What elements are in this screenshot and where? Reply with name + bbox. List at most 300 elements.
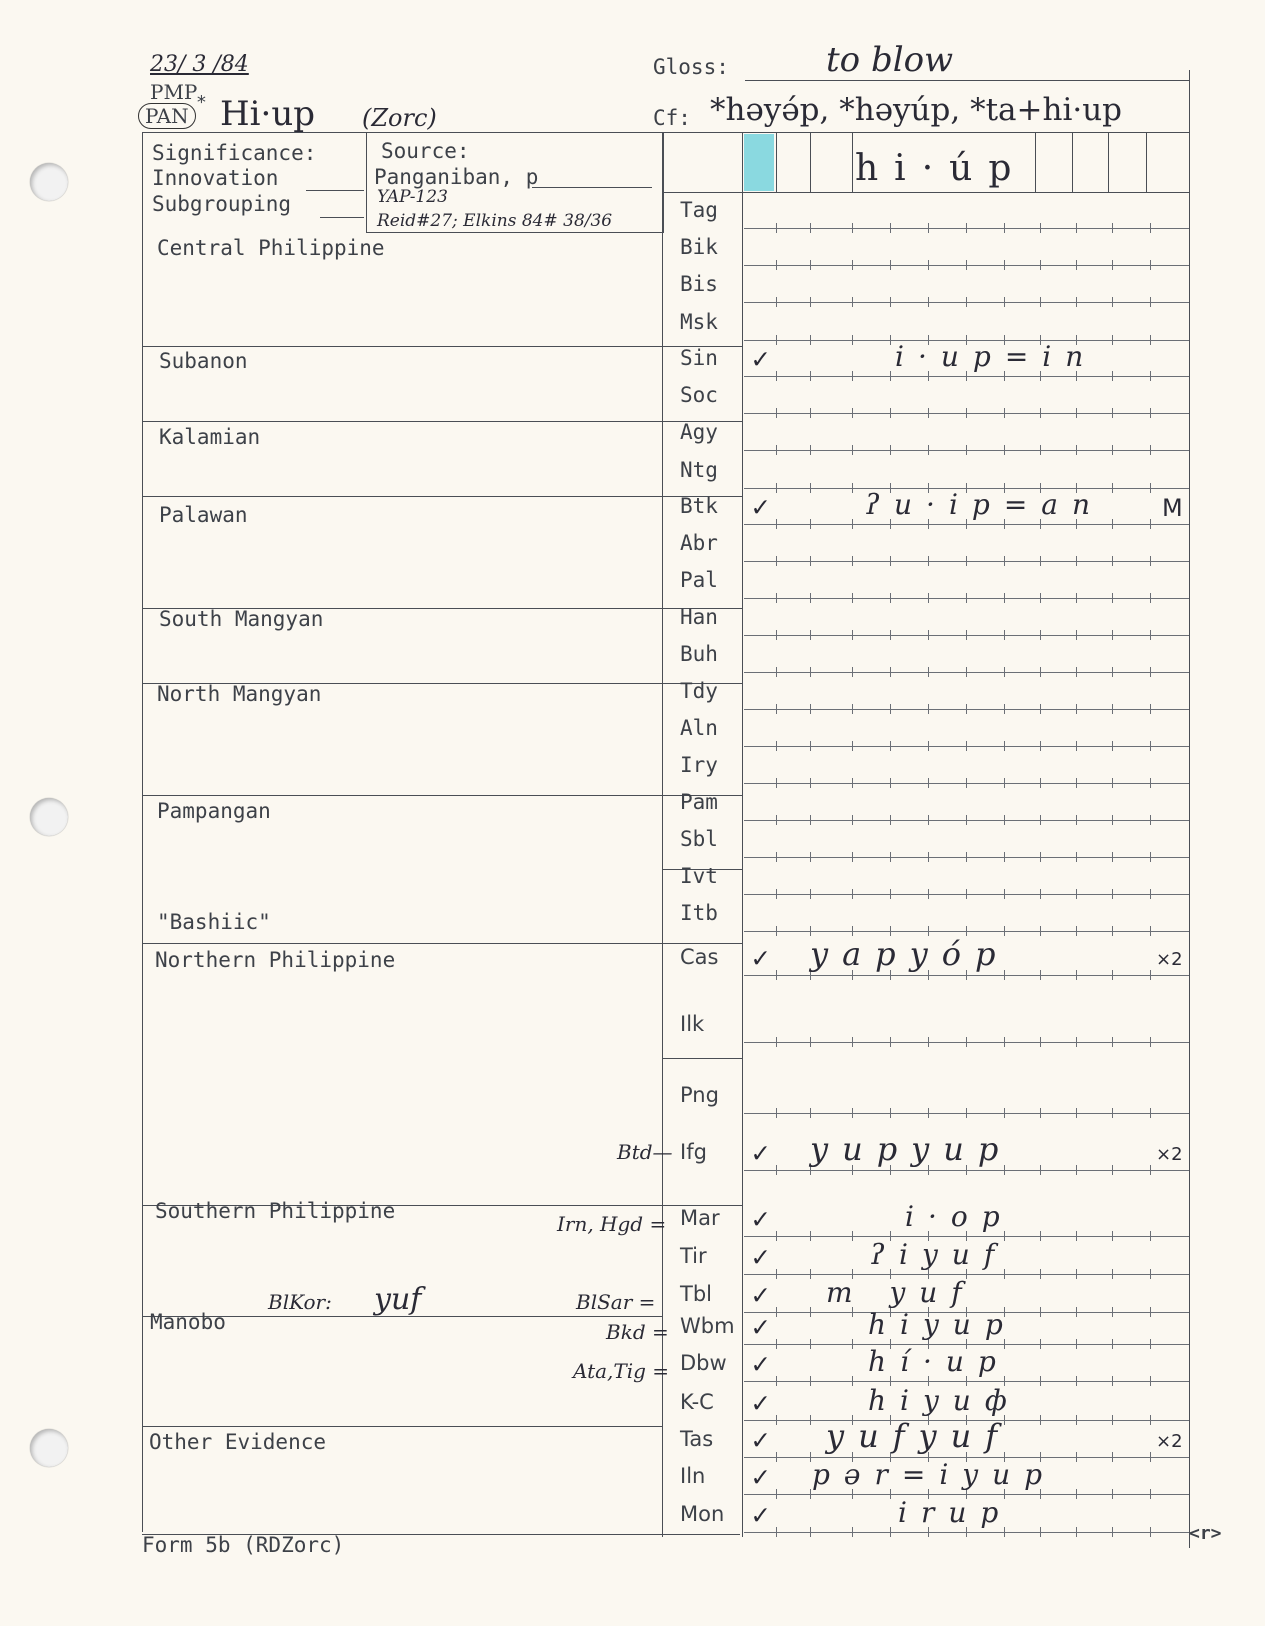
pan-label: PAN xyxy=(138,103,196,129)
group-central-philippine: Central Philippine xyxy=(157,236,385,260)
reconstruction: Hi·up xyxy=(220,94,315,134)
grid-tick xyxy=(1004,741,1005,751)
grid-tick xyxy=(928,297,929,307)
root-grid-1 xyxy=(776,132,777,192)
check-mark: ✓ xyxy=(752,490,769,523)
grid-tick xyxy=(966,667,967,677)
grid-tick xyxy=(776,815,777,825)
sep-northern xyxy=(142,943,662,944)
grid-tick xyxy=(928,445,929,455)
grid-tick xyxy=(776,371,777,381)
grid-tick xyxy=(928,704,929,714)
grid-tick xyxy=(890,852,891,862)
note-blsar: BlSar = xyxy=(576,1290,656,1314)
grid-tick xyxy=(1150,1527,1151,1537)
grid-tick xyxy=(966,1108,967,1118)
grid-tick xyxy=(1040,1527,1041,1537)
grid-tick xyxy=(1040,926,1041,936)
check-mark: ✓ xyxy=(752,1347,769,1380)
grid-tick xyxy=(852,593,853,603)
cf-label: Cf: xyxy=(653,106,691,130)
grid-tick xyxy=(928,556,929,566)
subgrouping-label: Subgrouping xyxy=(152,192,292,216)
source-line xyxy=(532,187,652,188)
language-code: Tir xyxy=(680,1244,707,1268)
check-mark: ✓ xyxy=(752,1386,769,1419)
grid-tick xyxy=(1004,445,1005,455)
grid-tick xyxy=(852,1376,853,1386)
group-south-mangyan: South Mangyan xyxy=(159,607,324,631)
root-grid-6 xyxy=(1108,132,1109,192)
grid-tick xyxy=(1004,889,1005,899)
note-bkd: Bkd = xyxy=(606,1320,669,1344)
grid-tick xyxy=(1076,1489,1077,1499)
root-grid-4 xyxy=(1035,132,1036,192)
grid-tick xyxy=(1112,297,1113,307)
grid-tick xyxy=(776,260,777,270)
language-code: Cas xyxy=(680,945,719,969)
grid-tick xyxy=(810,1307,811,1317)
grid-tick xyxy=(1076,593,1077,603)
grid-tick xyxy=(1150,335,1151,345)
grid-tick xyxy=(852,852,853,862)
grid-tick xyxy=(1076,970,1077,980)
source-label: Source: xyxy=(381,139,470,163)
grid-tick xyxy=(1150,483,1151,493)
language-form: yapyóp xyxy=(810,935,1010,973)
grid-tick xyxy=(852,704,853,714)
grid-tick xyxy=(810,741,811,751)
language-code: Png xyxy=(680,1083,719,1107)
grid-tick xyxy=(1112,889,1113,899)
grid-tick xyxy=(1004,815,1005,825)
grid-tick xyxy=(776,223,777,233)
grid-tick xyxy=(966,445,967,455)
grid-tick xyxy=(1076,704,1077,714)
language-code: Msk xyxy=(680,310,718,334)
grid-tick xyxy=(776,1269,777,1279)
binder-hole-bottom xyxy=(30,1429,68,1467)
frame-right xyxy=(1189,70,1190,1548)
grid-tick xyxy=(1150,1231,1151,1241)
grid-tick xyxy=(1076,408,1077,418)
grid-tick xyxy=(810,778,811,788)
grid-tick xyxy=(928,1037,929,1047)
grid-tick xyxy=(966,223,967,233)
grid-tick xyxy=(852,556,853,566)
note-btd: Btd— xyxy=(617,1140,673,1164)
check-mark: ✓ xyxy=(752,1136,769,1169)
grid-tick xyxy=(1076,1108,1077,1118)
language-code: Ivt xyxy=(680,864,718,888)
grid-tick xyxy=(1112,926,1113,936)
grid-tick xyxy=(928,667,929,677)
grid-tick xyxy=(852,445,853,455)
grid-tick xyxy=(1040,556,1041,566)
grid-tick xyxy=(928,408,929,418)
language-code: Dbw xyxy=(680,1351,727,1375)
grid-tick xyxy=(776,556,777,566)
root-grid-5 xyxy=(1072,132,1073,192)
language-code: Pal xyxy=(680,568,718,592)
group-northern-philippine: Northern Philippine xyxy=(155,948,396,972)
grid-tick xyxy=(776,483,777,493)
group-kalamian: Kalamian xyxy=(159,425,261,449)
grid-tick xyxy=(852,297,853,307)
grid-tick xyxy=(776,889,777,899)
grid-tick xyxy=(1150,1339,1151,1349)
frame-left xyxy=(142,232,143,1532)
root-grid-7 xyxy=(1146,132,1147,192)
binder-hole-top xyxy=(30,163,68,201)
grid-tick xyxy=(810,556,811,566)
r-mark: <r> xyxy=(1189,1523,1222,1544)
language-form: pər=iyup xyxy=(812,1458,1057,1491)
grid-tick xyxy=(810,1231,811,1241)
gloss-value: to blow xyxy=(826,40,954,80)
grid-tick xyxy=(1112,667,1113,677)
group-manobo: Manobo xyxy=(150,1310,226,1334)
grid-tick xyxy=(1040,593,1041,603)
note-blkor-form: yuf xyxy=(374,1282,422,1317)
grid-tick xyxy=(810,593,811,603)
language-form: m yuf xyxy=(826,1276,976,1309)
sep-palawan xyxy=(142,496,662,497)
grid-tick xyxy=(1076,223,1077,233)
grid-tick xyxy=(776,593,777,603)
grid-tick xyxy=(852,1527,853,1537)
grid-tick xyxy=(852,371,853,381)
grid-tick xyxy=(1076,445,1077,455)
language-code: Wbm xyxy=(680,1314,735,1338)
grid-tick xyxy=(852,778,853,788)
grid-tick xyxy=(928,815,929,825)
grid-tick xyxy=(776,1165,777,1175)
grid-tick xyxy=(1150,1165,1151,1175)
grid-tick xyxy=(1150,1376,1151,1386)
sep-other xyxy=(142,1426,662,1427)
grid-tick xyxy=(1076,1376,1077,1386)
grid-tick xyxy=(1004,408,1005,418)
language-code: Iry xyxy=(680,753,718,777)
significance-label: Significance: xyxy=(152,141,317,165)
grid-tick xyxy=(810,1415,811,1425)
grid-tick xyxy=(1112,1307,1113,1317)
grid-tick xyxy=(1040,408,1041,418)
pmp-label: PMP xyxy=(150,80,198,104)
grid-tick xyxy=(1150,223,1151,233)
grid-tick xyxy=(890,297,891,307)
grid-tick xyxy=(810,519,811,529)
grid-tick xyxy=(776,1108,777,1118)
frame-header-bottom xyxy=(662,192,1190,193)
group-pampangan: Pampangan xyxy=(157,799,271,823)
grid-tick xyxy=(1112,1165,1113,1175)
source-refs: Reid#27; Elkins 84# 38/36 xyxy=(377,211,613,231)
grid-tick xyxy=(776,297,777,307)
grid-tick xyxy=(776,630,777,640)
form-label: Form 5b (RDZorc) xyxy=(142,1533,345,1557)
grid-tick xyxy=(1150,741,1151,751)
language-note: M xyxy=(1162,494,1183,522)
language-form: ʔu·ip=an xyxy=(865,488,1105,521)
grid-tick xyxy=(810,667,811,677)
grid-tick xyxy=(1004,778,1005,788)
grid-tick xyxy=(966,704,967,714)
language-code: Ntg xyxy=(680,458,718,482)
grid-tick xyxy=(890,815,891,825)
language-note: ×2 xyxy=(1156,1144,1183,1165)
innovation-line xyxy=(306,190,364,191)
language-form: i·op xyxy=(905,1200,1014,1233)
grid-tick xyxy=(890,371,891,381)
grid-tick xyxy=(1004,1108,1005,1118)
grid-tick xyxy=(776,704,777,714)
language-form: hiyuф xyxy=(868,1384,1021,1417)
grid-tick xyxy=(852,483,853,493)
grid-tick xyxy=(1076,815,1077,825)
grid-tick xyxy=(928,223,929,233)
grid-tick xyxy=(1040,1231,1041,1241)
grid-tick xyxy=(1076,667,1077,677)
grid-tick xyxy=(810,1376,811,1386)
grid-tick xyxy=(1112,970,1113,980)
grid-tick xyxy=(1004,630,1005,640)
grid-tick xyxy=(776,667,777,677)
grid-tick xyxy=(1040,1307,1041,1317)
grid-tick xyxy=(1076,1452,1077,1462)
grid-tick xyxy=(776,519,777,529)
grid-tick xyxy=(1150,889,1151,899)
grid-tick xyxy=(1150,371,1151,381)
language-code: Tas xyxy=(680,1427,714,1451)
grid-tick xyxy=(966,593,967,603)
language-code: Mar xyxy=(680,1206,720,1230)
grid-tick xyxy=(1040,852,1041,862)
grid-tick xyxy=(1112,593,1113,603)
grid-tick xyxy=(1112,1231,1113,1241)
grid-tick xyxy=(1150,1415,1151,1425)
grid-tick xyxy=(1004,1037,1005,1047)
grid-tick xyxy=(852,223,853,233)
frame-top-right xyxy=(662,132,1190,133)
grid-tick xyxy=(810,630,811,640)
grid-tick xyxy=(1076,1037,1077,1047)
language-code: Tbl xyxy=(680,1282,712,1306)
grid-tick xyxy=(1112,815,1113,825)
grid-tick xyxy=(1150,852,1151,862)
info-box-divider xyxy=(366,132,367,232)
grid-tick xyxy=(852,815,853,825)
grid-tick xyxy=(776,1489,777,1499)
grid-tick xyxy=(810,1037,811,1047)
language-code: Ilk xyxy=(680,1012,705,1036)
grid-tick xyxy=(1150,778,1151,788)
grid-tick xyxy=(1076,1231,1077,1241)
grid-tick xyxy=(1040,1376,1041,1386)
language-form: irup xyxy=(898,1496,1013,1529)
cf-value: *həyə́p, *həyúp, *ta+hi·up xyxy=(710,92,1123,128)
grid-tick xyxy=(1112,852,1113,862)
grid-tick xyxy=(1076,556,1077,566)
language-code: Ifg xyxy=(680,1140,707,1164)
check-mark: ✓ xyxy=(752,1310,769,1343)
grid-tick xyxy=(1076,1307,1077,1317)
grid-tick xyxy=(1076,1415,1077,1425)
grid-tick xyxy=(928,630,929,640)
source-value: Panganiban, p xyxy=(374,165,539,189)
grid-tick xyxy=(1076,778,1077,788)
grid-tick xyxy=(852,1037,853,1047)
language-code: Sin xyxy=(680,346,718,370)
grid-tick xyxy=(1004,667,1005,677)
grid-tick xyxy=(810,815,811,825)
innovation-label: Innovation xyxy=(152,166,279,190)
grid-tick xyxy=(966,889,967,899)
grid-tick xyxy=(852,260,853,270)
grid-tick xyxy=(890,667,891,677)
group-southern-philippine: Southern Philippine xyxy=(155,1199,396,1223)
grid-tick xyxy=(890,1037,891,1047)
grid-tick xyxy=(776,926,777,936)
grid-tick xyxy=(1076,1339,1077,1349)
grid-tick xyxy=(776,1415,777,1425)
grid-tick xyxy=(966,408,967,418)
grid-tick xyxy=(1040,260,1041,270)
grid-tick xyxy=(852,335,853,345)
grid-tick xyxy=(810,335,811,345)
grid-tick xyxy=(1004,260,1005,270)
grid-tick xyxy=(966,630,967,640)
grid-tick xyxy=(852,1231,853,1241)
grid-tick xyxy=(810,445,811,455)
root-highlight-cell xyxy=(744,134,774,191)
grid-tick xyxy=(1112,408,1113,418)
grid-tick xyxy=(776,1376,777,1386)
grid-tick xyxy=(1150,519,1151,529)
grid-tick xyxy=(776,445,777,455)
grid-tick xyxy=(966,852,967,862)
grid-tick xyxy=(890,335,891,345)
sep-pampangan xyxy=(142,795,662,796)
grid-tick xyxy=(890,630,891,640)
grid-tick xyxy=(1076,630,1077,640)
grid-tick xyxy=(1150,970,1151,980)
grid-tick xyxy=(1112,445,1113,455)
grid-tick xyxy=(1004,556,1005,566)
grid-tick xyxy=(928,1108,929,1118)
grid-tick xyxy=(1150,445,1151,455)
grid-tick xyxy=(852,1339,853,1349)
grid-tick xyxy=(1150,1452,1151,1462)
grid-tick xyxy=(1150,1269,1151,1279)
language-code: Buh xyxy=(680,642,718,666)
grid-tick xyxy=(1040,223,1041,233)
grid-tick xyxy=(928,260,929,270)
language-code: Agy xyxy=(680,420,718,444)
grid-tick xyxy=(1112,260,1113,270)
grid-tick xyxy=(776,1339,777,1349)
grid-tick xyxy=(810,889,811,899)
grid-tick xyxy=(810,483,811,493)
grid-tick xyxy=(1076,1527,1077,1537)
subgrouping-line xyxy=(320,217,364,218)
info-box-bottom xyxy=(366,232,662,233)
grid-tick xyxy=(1076,1165,1077,1175)
grid-tick xyxy=(1040,630,1041,640)
source-yap: YAP-123 xyxy=(377,187,448,207)
root-grid-2 xyxy=(810,132,811,192)
grid-tick xyxy=(928,593,929,603)
grid-tick xyxy=(1076,889,1077,899)
grid-tick xyxy=(890,1527,891,1537)
language-note: ×2 xyxy=(1156,949,1183,970)
grid-tick xyxy=(928,778,929,788)
grid-tick xyxy=(1004,704,1005,714)
grid-tick xyxy=(1150,1307,1151,1317)
grid-tick xyxy=(810,1452,811,1462)
grid-tick xyxy=(1112,1339,1113,1349)
language-code: Itb xyxy=(680,901,718,925)
grid-tick xyxy=(890,741,891,751)
grid-tick xyxy=(1040,1269,1041,1279)
language-code: Aln xyxy=(680,716,718,740)
language-code: K-C xyxy=(680,1390,714,1414)
grid-tick xyxy=(810,852,811,862)
grid-tick xyxy=(1150,593,1151,603)
grid-tick xyxy=(1112,1037,1113,1047)
grid-tick xyxy=(890,1108,891,1118)
grid-tick xyxy=(1040,815,1041,825)
grid-tick xyxy=(1112,335,1113,345)
check-mark: ✓ xyxy=(752,1423,769,1456)
grid-tick xyxy=(1076,852,1077,862)
grid-tick xyxy=(1112,1376,1113,1386)
grid-tick xyxy=(1150,556,1151,566)
grid-tick xyxy=(1040,667,1041,677)
check-mark: ✓ xyxy=(752,1498,769,1531)
note-blkor: BlKor: xyxy=(268,1290,332,1314)
language-form: hí·up xyxy=(868,1345,1010,1378)
grid-tick xyxy=(1150,926,1151,936)
language-form: ʔiyuf xyxy=(870,1238,1009,1271)
group-north-mangyan: North Mangyan xyxy=(157,682,322,706)
grid-tick xyxy=(776,1307,777,1317)
grid-tick xyxy=(1112,1452,1113,1462)
grid-tick xyxy=(852,630,853,640)
grid-tick xyxy=(1150,1489,1151,1499)
grid-tick xyxy=(776,1452,777,1462)
language-code: Pam xyxy=(680,790,718,814)
grid-tick xyxy=(928,741,929,751)
grid-tick xyxy=(890,223,891,233)
grid-tick xyxy=(966,815,967,825)
check-mark: ✓ xyxy=(752,941,769,974)
grid-tick xyxy=(966,297,967,307)
grid-tick xyxy=(1004,223,1005,233)
grid-tick xyxy=(1112,223,1113,233)
grid-tick xyxy=(776,1231,777,1241)
grid-tick xyxy=(1076,260,1077,270)
sep-kalamian xyxy=(142,421,662,422)
grid-tick xyxy=(810,408,811,418)
grid-tick xyxy=(890,889,891,899)
grid-tick xyxy=(810,223,811,233)
grid-tick xyxy=(1004,852,1005,862)
grid-tick xyxy=(966,556,967,566)
check-mark: ✓ xyxy=(752,1460,769,1493)
grid-tick xyxy=(810,1108,811,1118)
